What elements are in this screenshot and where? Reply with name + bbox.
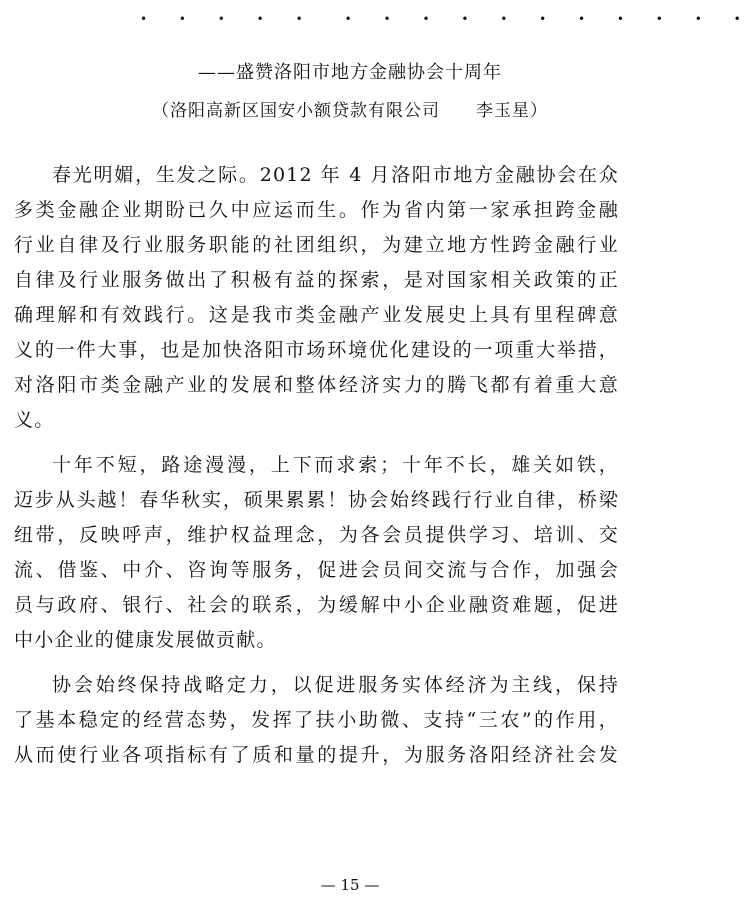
text-line: 迈步从头越！春华秋实，硕果累累！协会始终践行行业自律，桥梁: [14, 489, 619, 511]
page-number: — 15 —: [320, 876, 380, 894]
header-dot-rule: [140, 12, 755, 26]
text-line: 确理解和有效践行。这是我市类金融产业发展史上具有里程碑意: [14, 304, 619, 326]
dot-rule-right: • • • • • • • • • • •: [344, 12, 755, 26]
text-line: 员与政府、银行、社会的联系，为缓解中小企业融资难题，促进: [14, 594, 619, 616]
article-body: [14, 158, 619, 773]
paragraph: [14, 668, 619, 773]
text-line: 多类金融企业期盼已久中应运而生。作为省内第一家承担跨金融: [14, 199, 619, 221]
text-line: 十年不短，路途漫漫，上下而求索；十年不长，雄关如铁，: [52, 454, 619, 476]
text-line: 流、借鉴、中介、咨询等服务，促进会员间交流与合作，加强会: [14, 559, 619, 581]
author-line: （洛阳高新区国安小额贷款有限公司 李玉星）: [152, 101, 548, 121]
text-line: 从而使行业各项指标有了质和量的提升，为服务洛阳经济社会发: [14, 744, 619, 766]
paragraph: [14, 448, 619, 658]
article-subtitle: ——盛赞洛阳市地方金融协会十周年: [198, 62, 502, 83]
dot-rule-left: • • • • •: [140, 12, 317, 26]
text-line: 义的一件大事，也是加快洛阳市场环境优化建设的一项重大举措，: [14, 339, 619, 361]
text-line: 自律及行业服务做出了积极有益的探索，是对国家相关政策的正: [14, 269, 619, 291]
text-line: 中小企业的健康发展做贡献。: [14, 629, 277, 651]
text-line: 纽带，反映呼声，维护权益理念，为各会员提供学习、培训、交: [14, 524, 619, 546]
text-line: 对洛阳市类金融产业的发展和整体经济实力的腾飞都有着重大意: [14, 374, 619, 396]
text-line: 协会始终保持战略定力，以促进服务实体经济为主线，保持: [52, 674, 619, 696]
text-line: 行业自律及行业服务职能的社团组织，为建立地方性跨金融行业: [14, 234, 619, 256]
text-line: 了基本稳定的经营态势，发挥了扶小助微、支持“三农”的作用，: [14, 709, 619, 731]
paragraph: [14, 158, 619, 438]
text-line: 义。: [14, 409, 55, 431]
text-line: 春光明媚，生发之际。2012 年 4 月洛阳市地方金融协会在众: [52, 164, 619, 186]
